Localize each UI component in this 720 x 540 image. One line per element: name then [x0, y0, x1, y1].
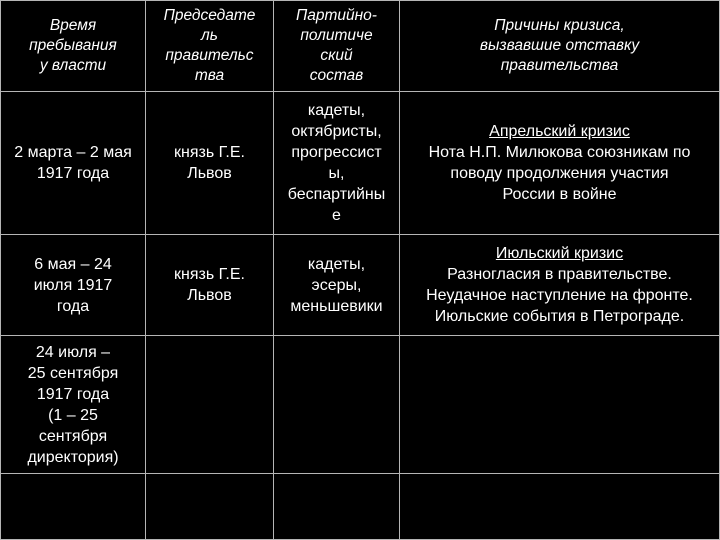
composition-line: ы,: [328, 165, 345, 182]
period-line: директория): [27, 448, 119, 466]
header-chairman-line: правительс: [165, 47, 254, 64]
row1-composition: [274, 92, 400, 235]
row4-period: [0, 474, 146, 540]
row2-period: [0, 235, 146, 336]
row4-crisis: [400, 474, 720, 540]
header-crisis-line: Причины кризиса,: [494, 17, 625, 34]
period-line: 1917 года: [36, 165, 110, 182]
header-composition-line: состав: [309, 67, 364, 84]
composition-line: кадеты,: [307, 255, 366, 273]
crisis-line: поводу продолжения участия: [450, 165, 669, 182]
header-crisis-line: правительства: [500, 57, 619, 74]
header-composition-line: политиче: [300, 27, 373, 44]
chairman-line: Львов: [187, 165, 232, 182]
composition-line: кадеты,: [307, 102, 366, 119]
row4-chairman: [146, 474, 274, 540]
chairman-line: князь Г.Е.: [174, 144, 245, 161]
crisis-title: Июльский кризис: [495, 245, 624, 262]
row2-crisis: [400, 235, 720, 336]
composition-line: прогрессист: [291, 144, 382, 161]
header-period-line: у власти: [39, 57, 107, 74]
period-line: июля 1917: [33, 276, 113, 294]
header-crisis-causes: [400, 0, 720, 92]
period-line: 2 марта – 2 мая: [14, 144, 132, 161]
composition-line: е: [332, 207, 341, 224]
header-chairman-line: Председате: [163, 7, 256, 24]
header-composition-line: Партийно-: [296, 7, 377, 24]
row1-chairman: [146, 92, 274, 235]
crisis-title: Апрельский кризис: [489, 123, 630, 140]
composition-line: эсеры,: [311, 276, 362, 294]
row1-period: [0, 92, 146, 235]
crisis-line: Разногласия в правительстве.: [447, 266, 672, 283]
header-composition: [274, 0, 400, 92]
period-line: 24 июля –: [35, 343, 111, 361]
chairman-line: Львов: [187, 287, 232, 304]
crisis-line: Неудачное наступление на фронте.: [426, 287, 693, 304]
period-line: (1 – 25: [48, 406, 98, 424]
crisis-line: Нота Н.П. Милюкова союзникам по: [428, 144, 691, 161]
row3-chairman: [146, 336, 274, 474]
header-chairman-line: ль: [201, 27, 218, 44]
header-period-line: пребывания: [29, 37, 117, 54]
header-crisis-line: вызвавшие отставку: [479, 37, 640, 54]
period-line: сентября: [38, 427, 108, 445]
crisis-line: России в войне: [502, 186, 617, 203]
period-line: 1917 года: [36, 385, 110, 403]
header-chairman: [146, 0, 274, 92]
header-period-line: Время: [49, 17, 97, 34]
header-period: [0, 0, 146, 92]
row3-period: [0, 336, 146, 474]
crisis-line: Июльские события в Петрограде.: [434, 308, 685, 325]
period-line: 25 сентября: [27, 364, 119, 382]
composition-line: октябристы,: [291, 123, 382, 140]
row4-composition: [274, 474, 400, 540]
composition-line: меньшевики: [290, 297, 383, 315]
row2-chairman: [146, 235, 274, 336]
row3-composition: [274, 336, 400, 474]
row3-crisis: [400, 336, 720, 474]
header-chairman-line: тва: [194, 67, 225, 84]
period-line: года: [56, 297, 90, 315]
row1-crisis: [400, 92, 720, 235]
chairman-line: князь Г.Е.: [174, 266, 245, 283]
row2-composition: [274, 235, 400, 336]
composition-line: беспартийны: [287, 186, 386, 203]
header-composition-line: ский: [320, 47, 353, 64]
period-line: 6 мая – 24: [34, 255, 112, 273]
